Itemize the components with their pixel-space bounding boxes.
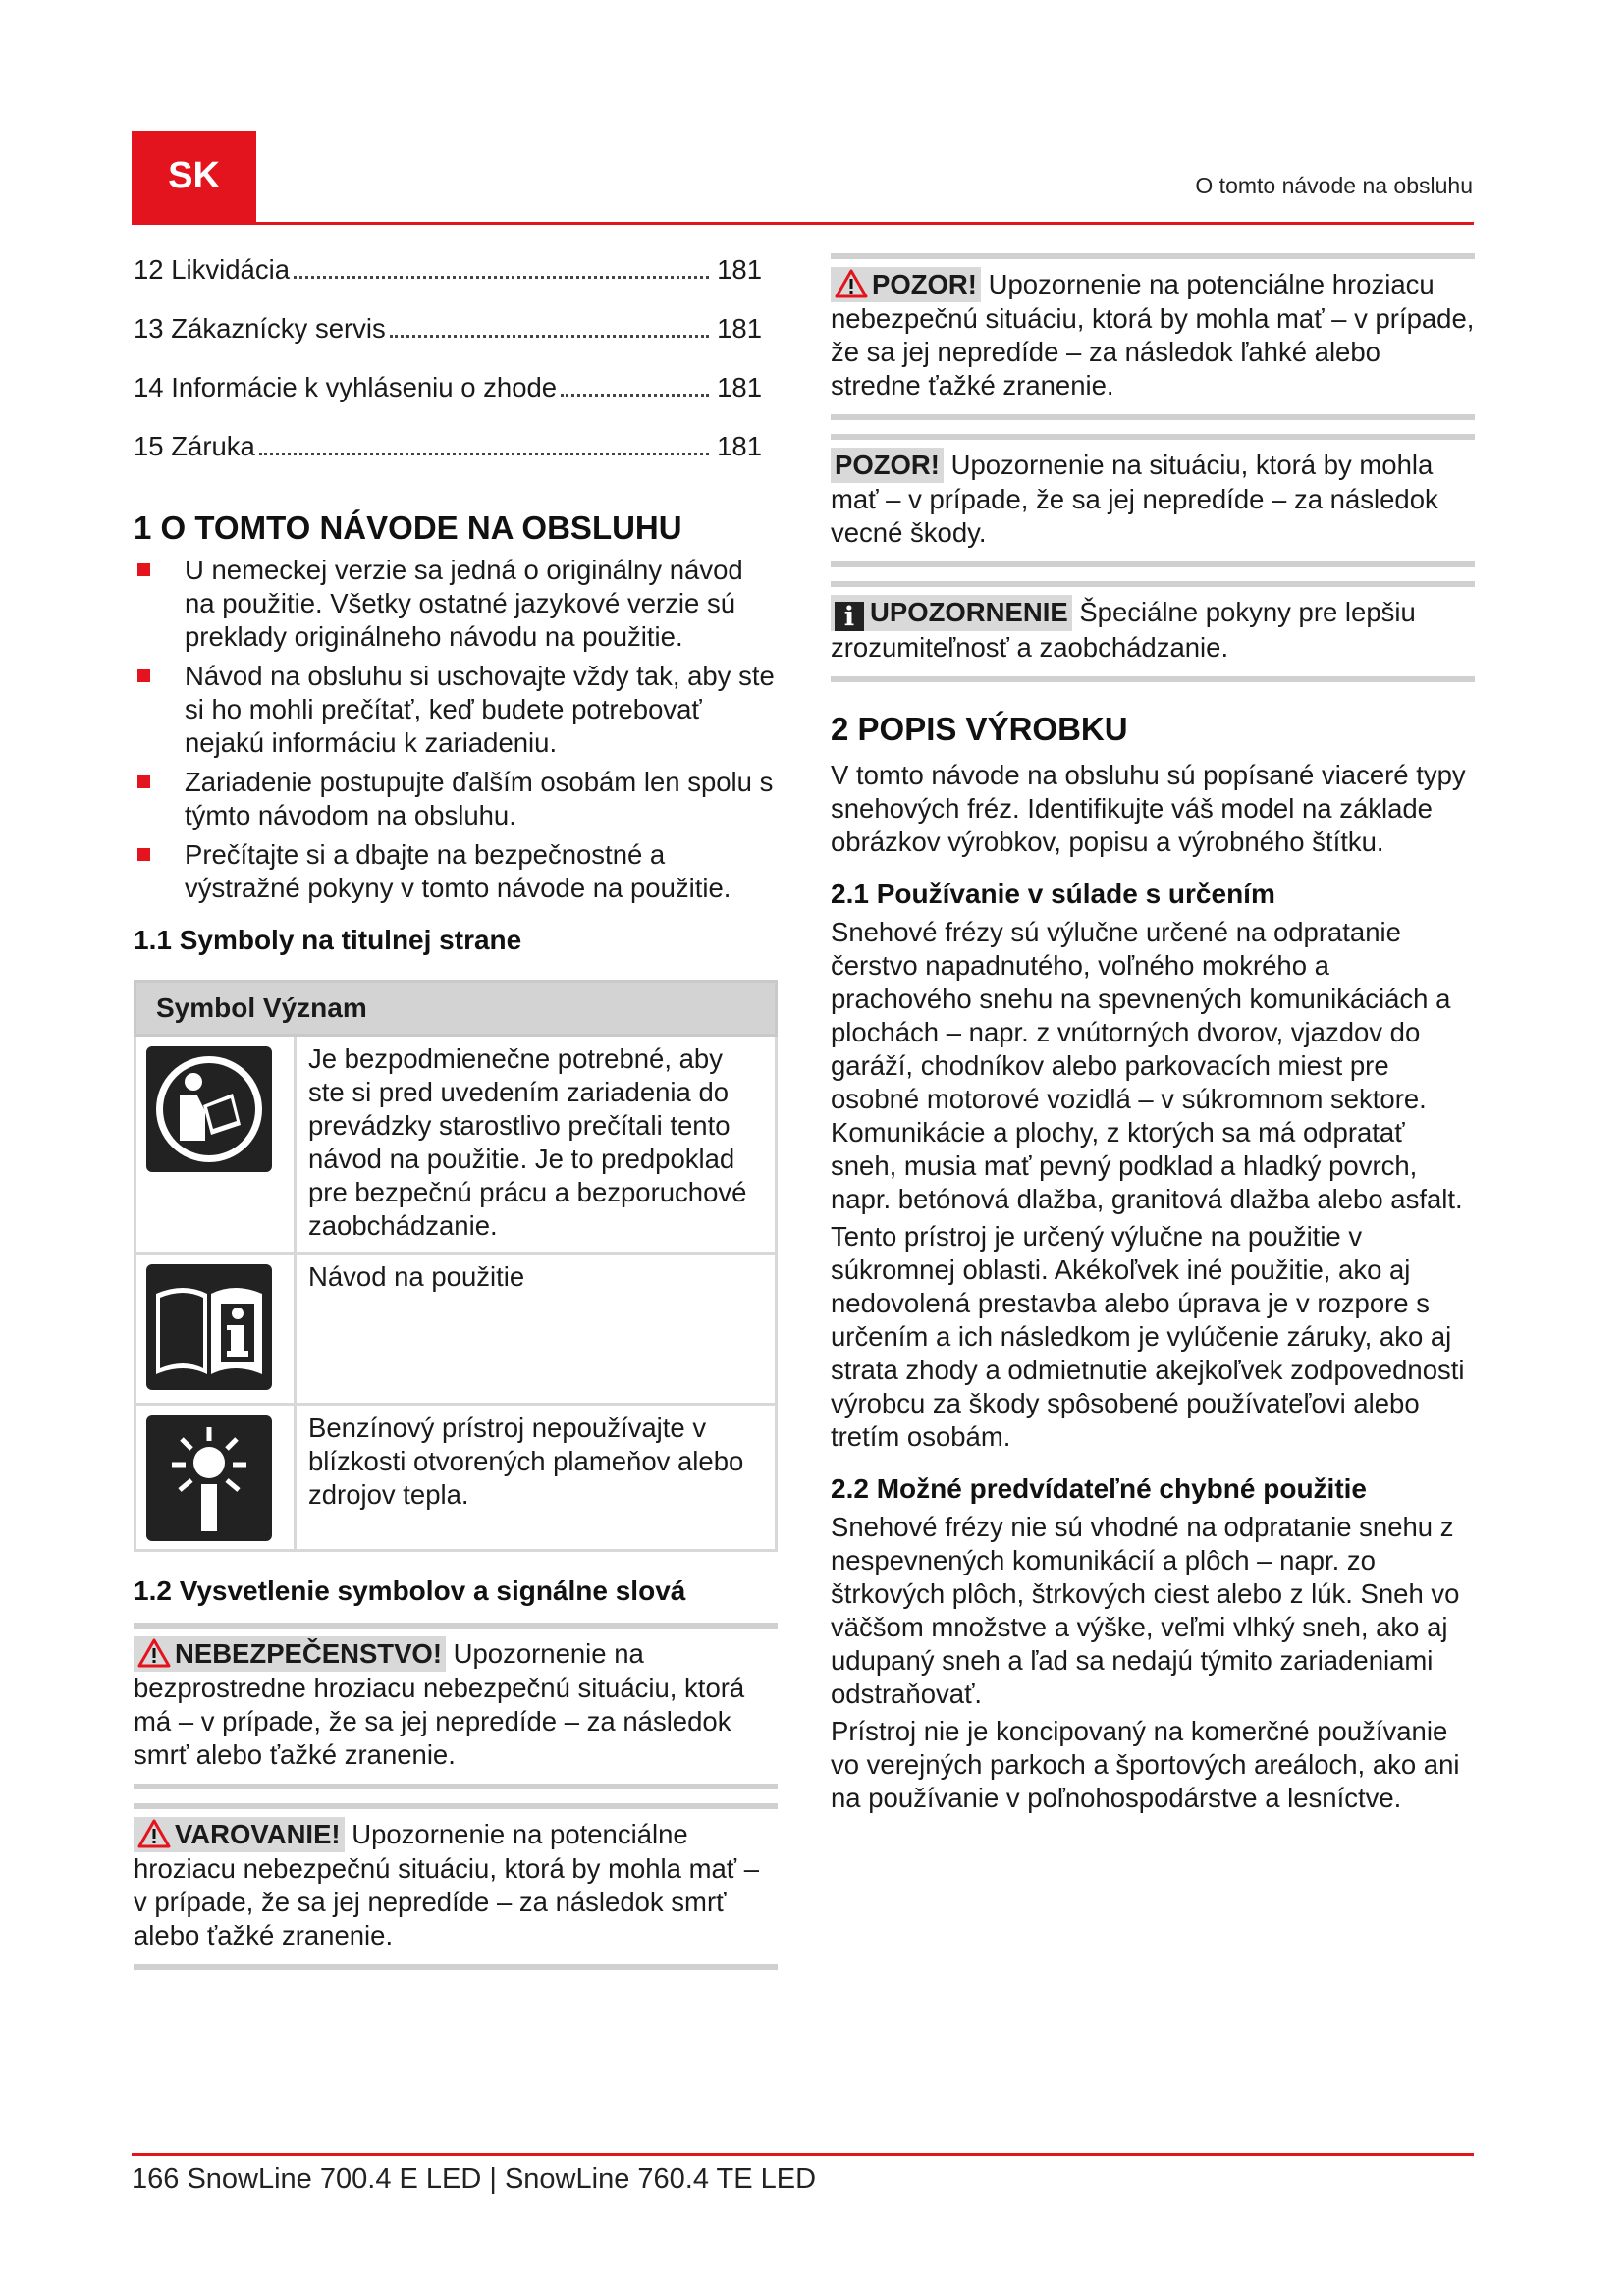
left-column <box>134 253 778 1970</box>
toc-entry[interactable] <box>134 371 778 430</box>
toc-entry[interactable] <box>134 430 778 489</box>
signal-box-danger <box>134 1623 778 1789</box>
section-2-intro: V tomto návode na obsluhu sú popísané viaceré typy snehových fréz. Identifikujte váš model na základe obrázkov výrobkov, popisu a výrobného štítku. <box>831 760 1466 857</box>
signal-box-info <box>831 581 1475 682</box>
signal-word: NEBEZPEČENSTVO! <box>175 1638 442 1669</box>
table-of-contents <box>134 253 778 489</box>
bullet-square-icon <box>137 775 150 788</box>
list-item <box>134 554 778 654</box>
table-cell-icon <box>135 1254 296 1405</box>
signal-word: POZOR! <box>831 448 944 483</box>
signal-word: VAROVANIE! <box>175 1819 341 1849</box>
language-tab: SK <box>132 131 256 222</box>
toc-leader <box>390 335 709 338</box>
signal-text: Špeciálne pokyny pre lepšiu zrozumiteľnosť a zaobchádzanie. <box>831 597 1416 663</box>
table-cell-text: Návod na použitie <box>296 1254 777 1405</box>
toc-label: 13 Zákaznícky servis <box>134 313 386 344</box>
bullet-text: Prečítajte si a dbajte na bezpečnostné a výstražné pokyny v tomto návode na použitie. <box>185 839 731 903</box>
header-divider <box>132 222 1474 225</box>
signal-text: Upozornenie na potenciálne hroziacu nebezpečnú situáciu, ktorá by mohla mať – v prípade, že sa jej nepredíde – za následok smrť alebo ťažké zranenie. <box>134 1819 760 1950</box>
toc-entry[interactable] <box>134 312 778 371</box>
right-column <box>831 253 1475 1815</box>
signal-word-label <box>134 1817 345 1852</box>
paragraph: Tento prístroj je určený výlučne na použitie v súkromnej oblasti. Akékoľvek iné použitie, ako aj nedovolená prestavba alebo úprava je v rozpore s určením a ich následkom je vylúčenie záruky, ako aj strata zhody a odmietnutie akejkoľvek zodpovednosti výrobcu za škody spôsobené používateľovi alebo tretím osobám. <box>831 1221 1465 1452</box>
bullet-text: Návod na obsluhu si uschovajte vždy tak, aby ste si ho mohli prečítať, keď budete potrebovať nejakú informáciu k zariadeniu. <box>185 661 775 758</box>
paragraph: Snehové frézy sú výlučne určené na odpratanie čerstvo napadnutého, voľného mokrého a prachového snehu na spevnených komunikáciách a plochách – napr. z vnútorných dvorov, vjazdov do garáží, chodníkov alebo parkovacích miest pre osobné motorové vozidlá – v súkromnom sektore. Komunikácie a plochy, z ktorých sa má odpratať sneh, musia mať pevný podklad a hladký povrch, napr. betónová dlažba, granitová dlažba alebo asfalt. <box>831 917 1463 1214</box>
no-open-flame-icon <box>146 1415 272 1541</box>
signal-text: Upozornenie na situáciu, ktorá by mohla mať – v prípade, že sa jej nepredíde – za následok vecné škody. <box>831 450 1438 548</box>
table-cell-icon <box>135 1405 296 1551</box>
signal-box-caution <box>831 253 1475 420</box>
toc-page: 181 <box>717 431 762 461</box>
list-item <box>134 660 778 760</box>
warning-triangle-icon <box>835 269 868 298</box>
section-1-1-heading: 1.1 Symboly na titulnej strane <box>134 925 522 955</box>
signal-word: POZOR! <box>872 269 977 299</box>
table-cell-icon <box>135 1036 296 1254</box>
signal-text: Upozornenie na bezprostredne hroziacu nebezpečnú situáciu, ktorá má – v prípade, že sa jej nepredíde – za následok smrť alebo ťažké zranenie. <box>134 1638 745 1770</box>
toc-page: 181 <box>717 254 762 285</box>
toc-label: 15 Záruka <box>134 431 255 461</box>
section-2-1-heading: 2.1 Používanie v súlade s určením <box>831 879 1275 909</box>
paragraph: Snehové frézy nie sú vhodné na odpratanie snehu z nespevnených komunikácií a plôch – napr. zo štrkových plôch, štrkových ciest alebo z lúk. Sneh vo väčšom množstve a výške, veľmi vlhký sneh, ako aj udupaný sneh a ľad sa nedajú týmito zariadeniami odstraňovať. <box>831 1512 1460 1709</box>
toc-leader <box>561 394 709 397</box>
table-header: Symbol Význam <box>135 982 777 1036</box>
toc-page: 181 <box>717 372 762 402</box>
toc-label: 14 Informácie k vyhláseniu o zhode <box>134 372 558 402</box>
warning-triangle-icon <box>137 1819 171 1848</box>
signal-text: Upozornenie na potenciálne hroziacu nebezpečnú situáciu, ktorá by mohla mať – v prípade, že sa jej nepredíde – za následok ľahké alebo stredne ťažké zranenie. <box>831 269 1475 400</box>
section-2-heading: 2 POPIS VÝROBKU <box>831 711 1128 747</box>
bullet-square-icon <box>137 669 150 682</box>
paragraph: Prístroj nie je koncipovaný na komerčné používanie vo verejných parkoch a športových areáloch, ako ani na používanie v poľnohospodárstve a lesníctve. <box>831 1716 1460 1813</box>
manual-info-book-icon <box>146 1264 272 1390</box>
bullet-square-icon <box>137 563 150 576</box>
toc-entry[interactable] <box>134 253 778 312</box>
footer-divider <box>132 2153 1474 2156</box>
page-footer: 166 SnowLine 700.4 E LED | SnowLine 760.4 TE LED <box>132 2163 817 2195</box>
toc-leader <box>294 276 709 279</box>
bullet-text: U nemeckej verzie sa jedná o originálny návod na použitie. Všetky ostatné jazykové verzie sú preklady originálneho návodu na použitie. <box>185 555 743 652</box>
section-1-2-heading: 1.2 Vysvetlenie symbolov a signálne slová <box>134 1575 686 1606</box>
signal-word-label <box>134 1636 446 1672</box>
toc-leader <box>259 453 709 455</box>
list-item <box>134 838 778 905</box>
list-item <box>134 766 778 832</box>
signal-word-label <box>831 595 1072 631</box>
signal-box-notice <box>831 434 1475 567</box>
symbols-table <box>134 980 778 1552</box>
section-2-2-heading: 2.2 Možné predvídateľné chybné použitie <box>831 1473 1367 1504</box>
signal-box-warning <box>134 1803 778 1970</box>
section-1-bullet-list <box>134 554 778 905</box>
signal-word: UPOZORNENIE <box>870 597 1068 627</box>
read-manual-icon <box>146 1046 272 1172</box>
table-row <box>135 1254 777 1405</box>
info-icon: i <box>835 602 864 631</box>
bullet-square-icon <box>137 848 150 861</box>
table-row <box>135 1036 777 1254</box>
table-row <box>135 1405 777 1551</box>
toc-page: 181 <box>717 313 762 344</box>
table-cell-text: Benzínový prístroj nepoužívajte v blízkosti otvorených plameňov alebo zdrojov tepla. <box>296 1405 777 1551</box>
section-1-heading: 1 O TOMTO NÁVODE NA OBSLUHU <box>134 509 682 546</box>
signal-word-label <box>831 267 981 302</box>
warning-triangle-icon <box>137 1638 171 1668</box>
bullet-text: Zariadenie postupujte ďalším osobám len spolu s týmto návodom na obsluhu. <box>185 767 774 830</box>
page-header-title: O tomto návode na obsluhu <box>1195 173 1473 198</box>
table-cell-text: Je bezpodmienečne potrebné, aby ste si pred uvedením zariadenia do prevádzky starostlivo prečítali tento návod na použitie. Je to predpoklad pre bezpečnú prácu a bezporuchové zaobchádzanie. <box>296 1036 777 1254</box>
table-header-row <box>135 982 777 1036</box>
toc-label: 12 Likvidácia <box>134 254 290 285</box>
